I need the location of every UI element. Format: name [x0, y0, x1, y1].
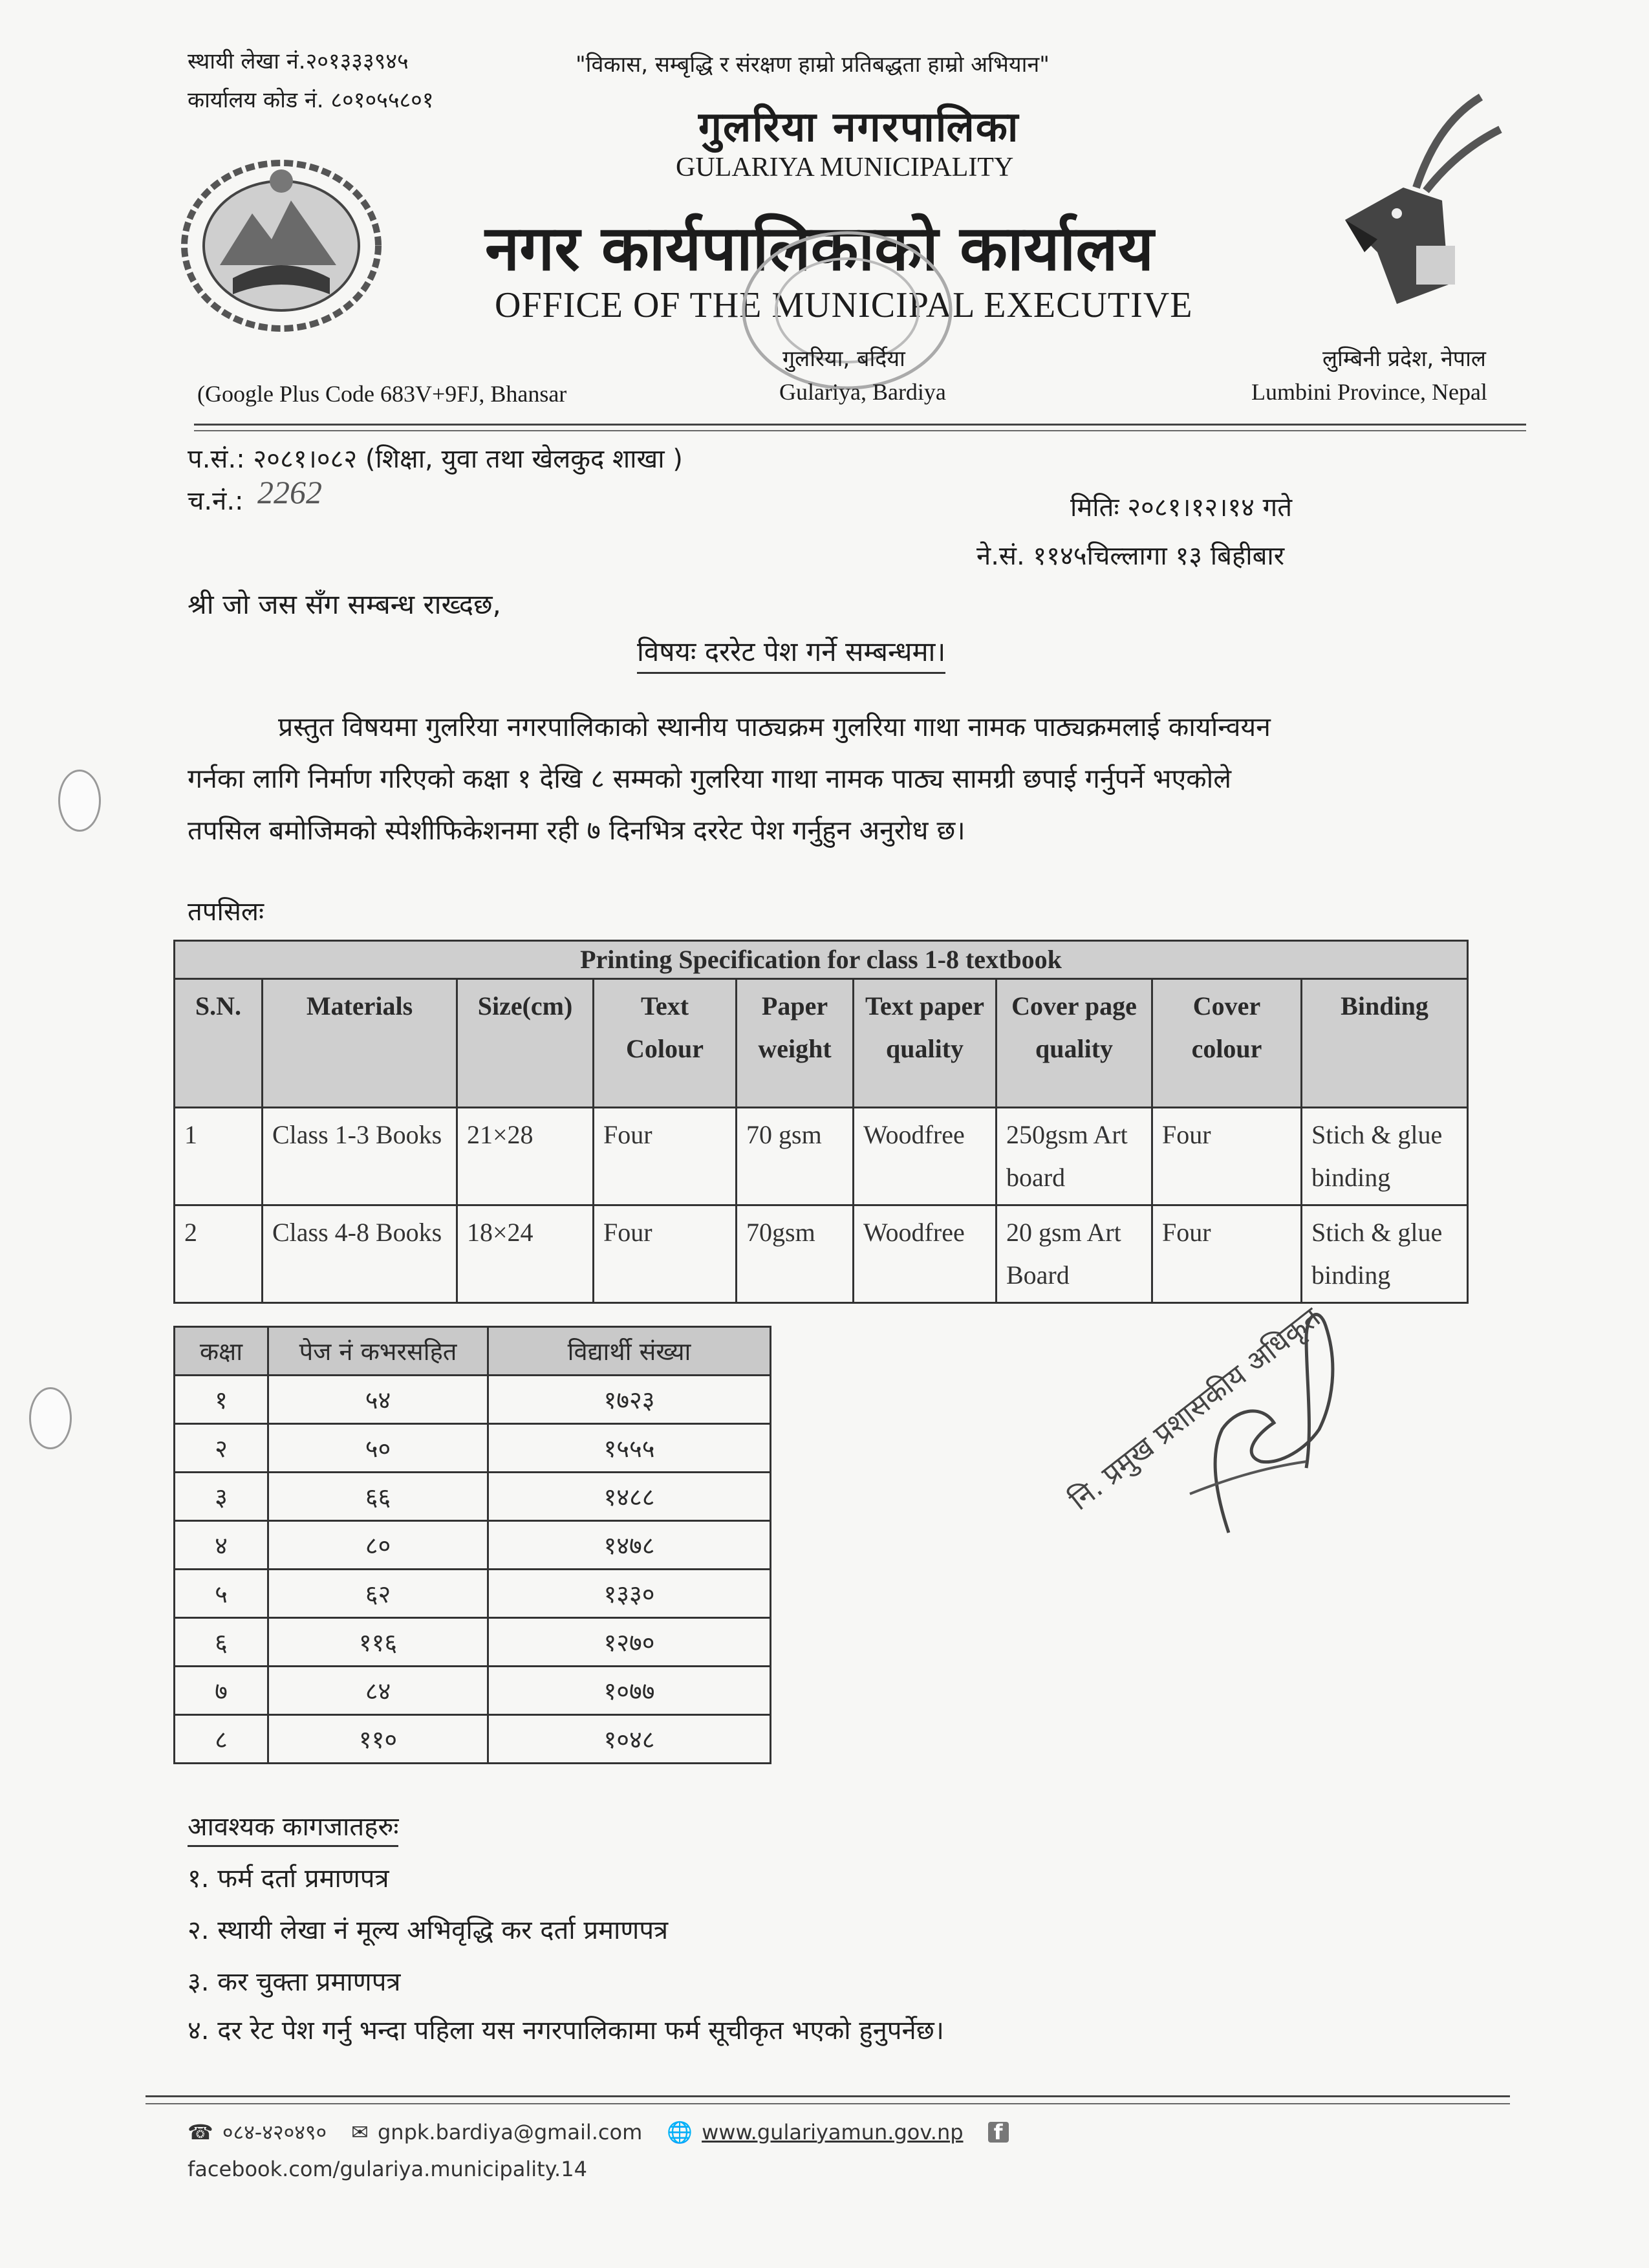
- count-cell: १५५५: [488, 1424, 771, 1473]
- spec-header-sn: S.N.: [175, 979, 263, 1108]
- spec-cell: Woodfree: [854, 1108, 997, 1205]
- spec-cell: 1: [175, 1108, 263, 1205]
- hole-punch: [58, 770, 101, 832]
- plus-code: (Google Plus Code 683V+9FJ, Bhansar: [197, 381, 567, 407]
- footer-divider: [146, 2095, 1510, 2097]
- office-name-np: नगर कार्यपालिकाको कार्यालय: [485, 212, 1154, 285]
- required-docs-heading: आवश्यक कागजातहरुः: [188, 1808, 398, 1847]
- slogan: "विकास, सम्बृद्धि र संरक्षण हाम्रो प्रतिबद्धता हाम्रो अभियान": [576, 52, 1050, 78]
- count-cell: ७: [175, 1667, 268, 1715]
- spec-cell: Stich & glue binding: [1302, 1205, 1468, 1303]
- signatory-title: नि. प्रमुख प्रशासकीय अधिकृत: [1063, 1301, 1327, 1517]
- spec-header-materials: Materials: [263, 979, 457, 1108]
- spec-header-text-colour: Text Colour: [594, 979, 737, 1108]
- mail-icon: ✉: [351, 2119, 369, 2144]
- count-header-pages: पेज नं कभरसहित: [268, 1327, 488, 1376]
- count-cell: २: [175, 1424, 268, 1473]
- count-cell: ३: [175, 1473, 268, 1521]
- letter-number: प.सं.: २०८१।०८२ (शिक्षा, युवा तथा खेलकुद शाखा ): [188, 444, 683, 474]
- municipality-name-np: गुलरिया नगरपालिका: [698, 103, 1020, 151]
- spec-header-text-paper-quality: Text paper quality: [854, 979, 997, 1108]
- spec-header-size: Size(cm): [457, 979, 594, 1108]
- spec-cell: Four: [1152, 1108, 1302, 1205]
- count-cell: ११०: [268, 1715, 488, 1764]
- count-cell: १०७७: [488, 1667, 771, 1715]
- spec-cell: 2: [175, 1205, 263, 1303]
- office-name-en: OFFICE OF THE MUNICIPAL EXECUTIVE: [495, 285, 1193, 325]
- spec-cell: 250gsm Art board: [997, 1108, 1152, 1205]
- body-line-1: प्रस्तुत विषयमा गुलरिया नगरपालिकाको स्थानीय पाठ्यक्रम गुलरिया गाथा नामक पाठ्यक्रमलाई कार्यान्वयन: [278, 711, 1271, 742]
- province-np: लुम्बिनी प्रदेश, नेपाल: [1322, 346, 1486, 372]
- nepal-sambat-date: ने.सं. ११४५चिल्लागा १३ बिहीबार: [976, 541, 1285, 571]
- dispatch-number: 2262: [257, 474, 322, 510]
- count-cell: ५४: [268, 1376, 488, 1424]
- footer-divider-2: [146, 2103, 1510, 2104]
- count-header-class: कक्षा: [175, 1327, 268, 1376]
- office-code: कार्यालय कोड नं. ८०१०५५८०१: [188, 87, 434, 113]
- count-header-students: विद्यार्थी संख्या: [488, 1327, 771, 1376]
- spec-header-cover-page-quality: Cover page quality: [997, 979, 1152, 1108]
- table-row: [175, 1521, 771, 1570]
- date: मितिः २०८१।१२।१४ गते: [1070, 493, 1292, 523]
- count-cell: १४७८: [488, 1521, 771, 1570]
- spec-cell: 20 gsm Art Board: [997, 1205, 1152, 1303]
- required-doc-item: ४. दर रेट पेश गर्नु भन्दा पहिला यस नगरपालिकामा फर्म सूचीकृत भएको हुनुपर्नेछ।: [188, 2016, 944, 2046]
- spec-cell: 21×28: [457, 1108, 594, 1205]
- count-cell: ५०: [268, 1424, 488, 1473]
- footer-contact: [188, 2118, 1009, 2146]
- table-row: [175, 1715, 771, 1764]
- count-cell: ६२: [268, 1570, 488, 1618]
- place-en: Gulariya, Bardiya: [779, 379, 946, 405]
- count-cell: १२७०: [488, 1618, 771, 1667]
- table-row: [175, 1376, 771, 1424]
- student-count-table: [173, 1326, 771, 1764]
- count-cell: ८४: [268, 1667, 488, 1715]
- spec-cell: Class 1-3 Books: [263, 1108, 457, 1205]
- count-cell: ५: [175, 1570, 268, 1618]
- blackbuck-logo-icon: [1319, 91, 1513, 310]
- table-row: [175, 1205, 1468, 1303]
- place-np: गुलरिया, बर्दिया: [782, 346, 905, 372]
- phone-icon: ☎: [188, 2119, 213, 2144]
- spec-cell: 70 gsm: [737, 1108, 854, 1205]
- facebook-icon: f: [988, 2122, 1009, 2143]
- spec-header-paper-weight: Paper weight: [737, 979, 854, 1108]
- count-cell: ११६: [268, 1618, 488, 1667]
- spec-cell: 70gsm: [737, 1205, 854, 1303]
- table-row: [175, 1108, 1468, 1205]
- count-cell: १०४८: [488, 1715, 771, 1764]
- spec-cell: Four: [1152, 1205, 1302, 1303]
- spec-header-binding: Binding: [1302, 979, 1468, 1108]
- body-line-3: तपसिल बमोजिमको स्पेशीफिकेशनमा रही ७ दिनभित्र दररेट पेश गर्नुहुन अनुरोध छ।: [188, 815, 965, 846]
- globe-icon: 🌐: [667, 2119, 693, 2144]
- spec-cell: Four: [594, 1205, 737, 1303]
- spec-table-title: Printing Specification for class 1-8 textbook: [175, 941, 1468, 979]
- spec-header-cover-colour: Cover colour: [1152, 979, 1302, 1108]
- spec-cell: Four: [594, 1108, 737, 1205]
- count-cell: ८०: [268, 1521, 488, 1570]
- required-doc-item: १. फर्म दर्ता प्रमाणपत्र: [188, 1864, 389, 1894]
- count-cell: १७२३: [488, 1376, 771, 1424]
- details-label: तपसिलः: [188, 897, 264, 927]
- count-cell: १: [175, 1376, 268, 1424]
- table-row: [175, 1424, 771, 1473]
- table-row: [175, 1667, 771, 1715]
- province-en: Lumbini Province, Nepal: [1251, 379, 1487, 405]
- table-row: [175, 1618, 771, 1667]
- subject: विषयः दररेट पेश गर्ने सम्बन्धमा।: [637, 632, 945, 674]
- hole-punch: [29, 1387, 72, 1449]
- count-cell: ६६: [268, 1473, 488, 1521]
- header-divider-2: [194, 430, 1526, 431]
- spec-cell: Stich & glue binding: [1302, 1108, 1468, 1205]
- phone-number: ०८४-४२०४९०: [222, 2120, 327, 2144]
- spec-cell: Woodfree: [854, 1205, 997, 1303]
- nepal-emblem-icon: [175, 155, 388, 336]
- spec-cell: Class 4-8 Books: [263, 1205, 457, 1303]
- required-doc-item: २. स्थायी लेखा नं मूल्य अभिवृद्धि कर दर्ता प्रमाणपत्र: [188, 1916, 669, 1945]
- facebook-link[interactable]: facebook.com/gulariya.municipality.14: [188, 2157, 587, 2181]
- pan-number: स्थायी लेखा नं.२०१३३३९४५: [188, 49, 409, 74]
- spec-table: [173, 940, 1469, 1304]
- count-cell: १४८८: [488, 1473, 771, 1521]
- email-link[interactable]: gnpk.bardiya@gmail.com: [377, 2119, 643, 2144]
- dispatch-label: च.नं.:: [188, 486, 244, 516]
- table-row: [175, 1570, 771, 1618]
- header-divider: [194, 424, 1526, 426]
- body-line-2: गर्नका लागि निर्माण गरिएको कक्षा १ देखि ८ सम्मको गुलरिया गाथा नामक पाठ्य सामग्री छपाई गर्नुपर्ने भएकोले: [188, 763, 1232, 794]
- addressee: श्री जो जस सँग सम्बन्ध राख्दछ,: [188, 589, 501, 620]
- count-cell: १३३०: [488, 1570, 771, 1618]
- municipality-name-en: GULARIYA MUNICIPALITY: [676, 153, 1014, 182]
- website-link[interactable]: www.gulariyamun.gov.np: [702, 2119, 964, 2144]
- table-row: [175, 1473, 771, 1521]
- count-cell: ६: [175, 1618, 268, 1667]
- count-cell: ८: [175, 1715, 268, 1764]
- count-cell: ४: [175, 1521, 268, 1570]
- spec-cell: 18×24: [457, 1205, 594, 1303]
- required-doc-item: ३. कर चुक्ता प्रमाणपत्र: [188, 1967, 401, 1997]
